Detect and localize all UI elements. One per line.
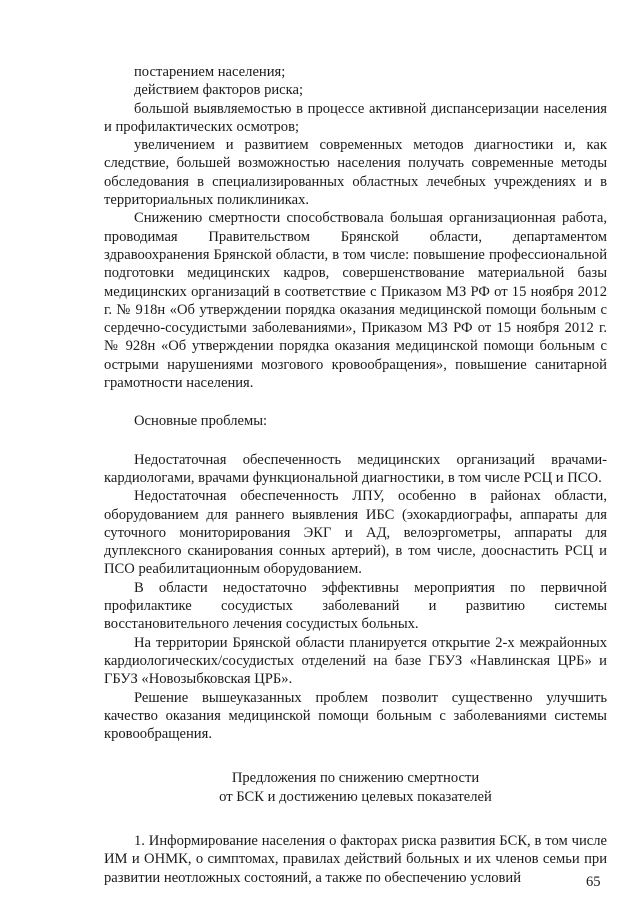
document-body: [104, 63, 607, 887]
problems-heading: Основные проблемы:: [134, 413, 268, 430]
spacer: [104, 431, 607, 451]
paragraph: действием факторов риска;: [134, 82, 304, 99]
spacer: [104, 392, 607, 412]
problem-paragraph: Недостаточная обеспеченность ЛПУ, особенно в районах области, оборудованием для раннего выявления ИБС (эхокардиографы, аппараты для суточного мониторирования ЭКГ и АД, велоэргометры, аппараты для дуплексного сканирования сонных артерий), в том числе, дооснастить РСЦ и ПСО реабилитационным оборудованием.: [104, 488, 607, 578]
problem-paragraph: В области недостаточно эффективны мероприятия по первичной профилактике сосудистых заболеваний и развитию системы восстановительного лечения сосудистых больных.: [104, 579, 607, 633]
paragraph: увеличением и развитием современных методов диагностики и, как следствие, большей возможностью населения получать современные методы обследования в специализированных областных лечебных учреждениях и в территориальных поликлиниках.: [104, 137, 607, 209]
paragraph: постарением населения;: [134, 64, 286, 80]
spacer: [104, 806, 607, 832]
problem-paragraph: Недостаточная обеспеченность медицинских организаций врачами-кардиологами, врачами функциональной диагностики, в том числе РСЦ и ПСО.: [104, 451, 607, 486]
page-number: 65: [586, 874, 601, 890]
proposal-paragraph: 1. Информирование населения о факторах риска развития БСК, в том числе ИМ и ОНМК, о симптомах, правилах действий больных и их членов семьи при развитии неотложных состояний, а также по обеспечению условий: [104, 832, 607, 886]
problem-paragraph: На территории Брянской области планируется открытие 2-х межрайонных кардиологических/сосудистых отделений на базе ГБУЗ «Навлинская ЦРБ» и ГБУЗ «Новозыбковская ЦРБ».: [104, 634, 607, 688]
paragraph: Снижению смертности способствовала большая организационная работа, проводимая Правительством Брянской области, департаментом здравоохранения Брянской области, в том числе: повышение профессиональной подготовки медицинских кадров, совершенствование материальной базы медицинских организаций в соответствие с Приказом МЗ РФ от 15 ноября 2012 г. № 918н «Об утверждении порядка оказания медицинской помощи больным с сердечно-сосудистыми заболеваниями», Приказом МЗ РФ от 15 ноября 2012 г. № 928н «Об утверждении порядка оказания медицинской помощи больным с острыми нарушениями мозгового кровообращения», повышение санитарной грамотности населения.: [104, 210, 607, 392]
spacer: [104, 743, 607, 769]
section-heading-line-1: Предложения по снижению смертности: [231, 770, 480, 787]
problem-paragraph: Решение вышеуказанных проблем позволит существенно улучшить качество оказания медицинской помощи больным с заболеваниями системы кровообращения.: [104, 689, 607, 743]
paragraph: большой выявляемостью в процессе активной диспансеризации населения и профилактических осмотров;: [104, 100, 607, 135]
section-heading-line-2: от БСК и достижению целевых показателей: [219, 788, 492, 805]
